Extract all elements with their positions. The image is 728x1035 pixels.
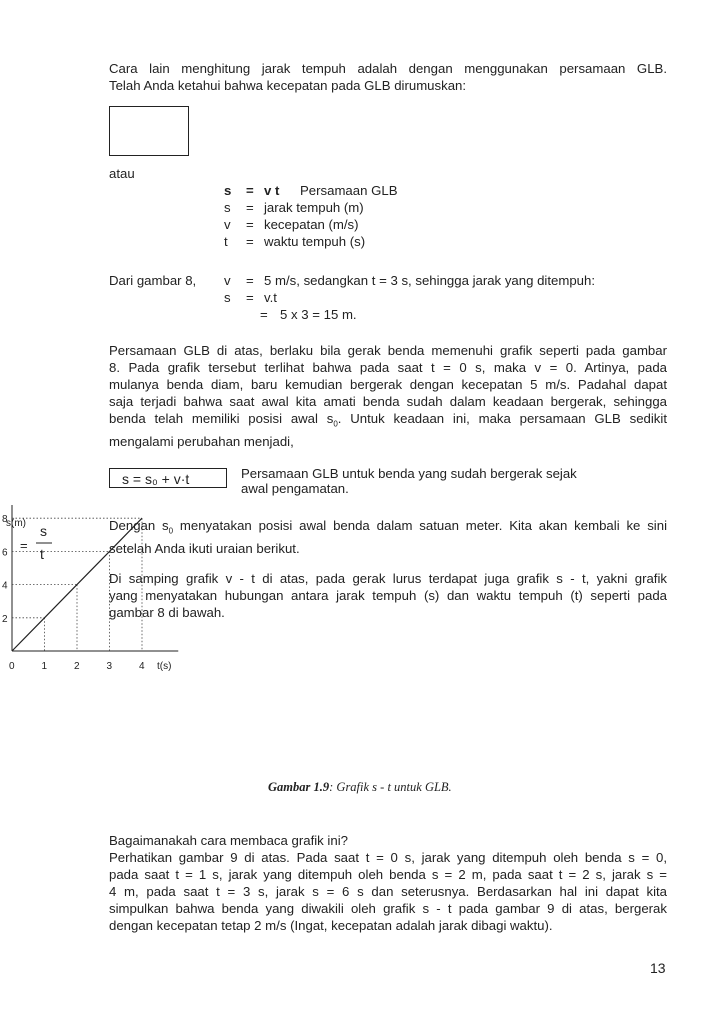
paragraph-line: mulanya benda diam, baru kemudian bergerak dengan kecepatan 5 m/s. Padahal dapat bbox=[109, 377, 667, 392]
paragraph-line: dengan kecepatan tetap 2 m/s (Ingat, kecepatan adalah jarak dibagi waktu). bbox=[109, 918, 553, 933]
equation-list bbox=[224, 182, 398, 250]
y-tick-label: 6 bbox=[2, 547, 8, 559]
paragraph-text: . Untuk keadaan ini, maka persamaan GLB sedikit bbox=[337, 411, 667, 426]
x-tick-label: 2 bbox=[74, 661, 80, 672]
paragraph-glb-conditions bbox=[109, 342, 667, 450]
paragraph-line: setelah Anda ikuti uraian berikut. bbox=[109, 540, 300, 556]
x-tick-label: 1 bbox=[41, 661, 48, 672]
equation-row-s bbox=[224, 199, 398, 216]
equation-symbol: t bbox=[224, 234, 228, 249]
equation-symbol: s bbox=[224, 200, 231, 215]
subscript: 0 bbox=[333, 419, 338, 429]
caption-text: : Grafik s - t untuk GLB. bbox=[329, 780, 452, 794]
example-equals: = bbox=[246, 273, 254, 288]
example-row-2 bbox=[224, 289, 595, 306]
formula-box: s = s₀ + v·t bbox=[109, 468, 227, 488]
equation-symbol: s bbox=[224, 183, 232, 198]
y-tick-label: 4 bbox=[2, 580, 8, 592]
atau-label: atau bbox=[109, 166, 135, 181]
paragraph-reading-graph bbox=[109, 832, 667, 934]
equation-equals: = bbox=[246, 234, 254, 249]
example-equals: = bbox=[260, 307, 268, 322]
paragraph-line: Di samping grafik v - t di atas, pada gerak lurus terdapat juga grafik s - t, yakni grafik bbox=[109, 571, 667, 586]
x-tick-label: 4 bbox=[139, 661, 145, 672]
example-symbol: v bbox=[224, 273, 231, 288]
paragraph-line: saja terjadi bahwa saat awal kita amati benda sudah dalam keadaan bergerak, sehingga bbox=[109, 394, 667, 409]
figure-caption bbox=[268, 780, 452, 795]
equation-row-main bbox=[224, 182, 398, 199]
equation-equals: = bbox=[246, 200, 254, 215]
formula-description-line: Persamaan GLB untuk benda yang sudah bergerak sejak bbox=[241, 466, 577, 481]
paragraph-line: gambar 8 di bawah. bbox=[109, 605, 225, 620]
equation-note: Persamaan GLB bbox=[300, 183, 398, 198]
formula-description-line: awal pengamatan. bbox=[241, 481, 349, 496]
equation-definition: jarak tempuh (m) bbox=[264, 200, 364, 215]
intro-paragraph bbox=[109, 60, 667, 94]
y-tick-label: 2 bbox=[2, 613, 8, 625]
formula-denominator: t bbox=[40, 546, 44, 562]
y-axis-label: s(m) bbox=[6, 518, 26, 529]
equation-symbol: v bbox=[224, 217, 231, 232]
caption-label: Gambar 1.9 bbox=[268, 780, 330, 794]
paragraph-s0 bbox=[109, 517, 667, 557]
equation-equals: = bbox=[246, 183, 254, 198]
paragraph-line: mengalami perubahan menjadi, bbox=[109, 433, 294, 449]
paragraph-line: pada saat t = 1 s, jarak yang ditempuh oleh benda s = 2 m, pada saat t = 2 s, jarak s = bbox=[109, 867, 667, 882]
paragraph-line: Persamaan GLB di atas, berlaku bila gerak benda memenuhi grafik seperti pada gambar bbox=[109, 343, 667, 358]
subscript: 0 bbox=[168, 526, 174, 536]
example-row-3 bbox=[224, 306, 595, 323]
paragraph-s-t-graph bbox=[109, 570, 667, 621]
page-number: 13 bbox=[650, 960, 666, 976]
paragraph-text: Dengan s bbox=[109, 518, 169, 533]
paragraph-line bbox=[109, 410, 667, 433]
example-definition: v.t bbox=[264, 290, 277, 305]
equation-definition: kecepatan (m/s) bbox=[264, 217, 359, 232]
x-axis-label: t(s) bbox=[157, 661, 172, 672]
paragraph-line: simpulkan bahwa benda yang diwakili oleh grafik s - t pada gambar 9 di atas, bergerak bbox=[109, 901, 667, 916]
example-lead: Dari gambar 8, bbox=[109, 273, 197, 288]
example-equals: = bbox=[246, 290, 254, 305]
example-calculation bbox=[224, 272, 595, 323]
paragraph-line: 8. Pada grafik tersebut terlihat bahwa pada saat t = 0 s, maka v = 0. Artinya, pada bbox=[109, 360, 667, 375]
example-definition: 5 x 3 = 15 m. bbox=[280, 307, 357, 322]
paragraph-line: Perhatikan gambar 9 di atas. Pada saat t = 0 s, jarak yang ditempuh oleh benda s = 0, bbox=[109, 850, 667, 865]
paragraph-line: Bagaimanakah cara membaca grafik ini? bbox=[109, 833, 348, 848]
paragraph-line bbox=[109, 517, 667, 540]
example-definition: 5 m/s, sedangkan t = 3 s, sehingga jarak yang ditempuh: bbox=[264, 273, 595, 288]
x-tick-label: 0 bbox=[9, 661, 15, 672]
example-symbol: s bbox=[224, 290, 231, 305]
paragraph-text: benda telah memiliki posisi awal s bbox=[109, 411, 334, 426]
formula-equals: = bbox=[20, 538, 28, 553]
equation-definition: v t bbox=[264, 183, 280, 198]
equation-equals: = bbox=[246, 217, 254, 232]
example-row-1 bbox=[224, 272, 595, 289]
paragraph-text: menyatakan posisi awal benda dalam satuan meter. Kita akan kembali ke sini bbox=[173, 518, 667, 533]
formula-placeholder-box bbox=[109, 106, 189, 156]
y-tick-label: 8 bbox=[2, 514, 8, 526]
equation-definition: waktu tempuh (s) bbox=[264, 234, 366, 249]
paragraph-line: 4 m, pada saat t = 3 s, jarak s = 6 s dan seterusnya. Berdasarkan hal ini dapat kita bbox=[109, 884, 667, 899]
paragraph-line: yang menyatakan hubungan antara jarak tempuh (s) dan waktu tempuh (t) seperti pada bbox=[109, 588, 667, 603]
intro-line-1: Cara lain menghitung jarak tempuh adalah dengan menggunakan persamaan GLB. bbox=[109, 61, 667, 76]
formula-numerator: s bbox=[40, 523, 47, 539]
equation-row-v bbox=[224, 216, 398, 233]
intro-line-2: Telah Anda ketahui bahwa kecepatan pada GLB dirumuskan: bbox=[109, 78, 467, 93]
formula-description bbox=[241, 466, 577, 496]
x-tick-label: 3 bbox=[106, 661, 113, 672]
equation-row-t bbox=[224, 233, 398, 250]
